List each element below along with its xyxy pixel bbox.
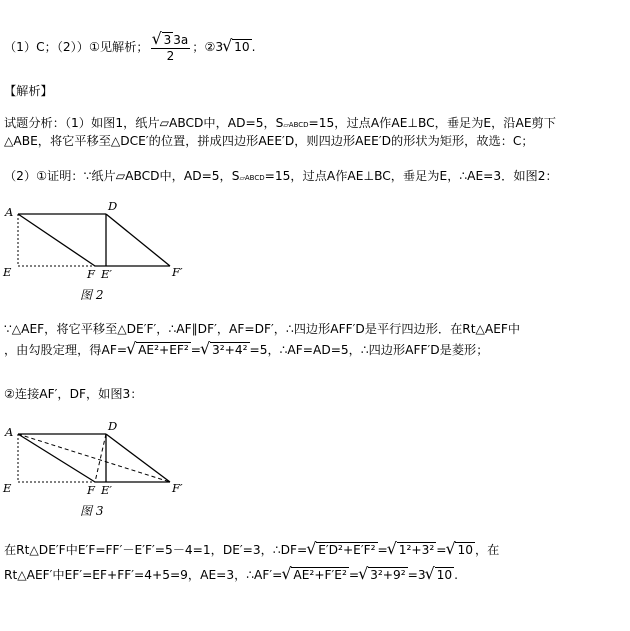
sqrt3-radical: √ 3 (154, 32, 174, 48)
fig3-label-f-prime: F′ (172, 481, 183, 495)
fig2-label-e-prime: E′ (101, 267, 113, 281)
answer-part1: （1）C；（2））①见解析； (4, 40, 149, 54)
calc-line-1: 在Rt△DE′F中E′F=FF′－E′F′=5－4=1，DE′=3，∴DF=√ E′D²+E′F² =√ 1²+3² =√ 10 ，在 (4, 542, 499, 558)
fig2-af (18, 214, 95, 266)
fig2-caption: 图 2 (80, 288, 104, 302)
calc-line-2: Rt△AEF′中EF′=EF+FF′=4+5=9，AE=3，∴AF′=√ AE²+F′E² =√ 3²+9² =3√ 10 . (4, 567, 458, 583)
fig3-af (18, 434, 95, 482)
fig3-af2-dashed (18, 434, 170, 482)
figure-3 (0, 416, 200, 522)
answer-line: （1）C；（2））①见解析； √ $\frac{3 3a}{2}$ ；②3√ 10 . (4, 32, 256, 63)
answer-separator: ；②3 (192, 40, 224, 54)
fig3-caption: 图 3 (80, 504, 104, 518)
fig2-label-e: E (3, 265, 12, 279)
fig2-label-f: F (87, 267, 95, 281)
proof-line-3: ②连接AF′，DF，如图3： (4, 387, 143, 401)
section-heading: 【解析】 (4, 84, 53, 98)
fig3-df-dashed (95, 434, 106, 482)
answer-radical: √ 10 (224, 39, 252, 55)
fig3-label-f: F (87, 483, 95, 497)
fig3-label-e-prime: E′ (101, 483, 113, 497)
calc-radical-2: √ 1²+3² (389, 542, 437, 558)
fig2-label-f-prime: F′ (172, 265, 183, 279)
fig3-label-a: A (5, 425, 14, 439)
fig3-label-e: E (3, 481, 12, 495)
proof-line-2: ，由勾股定理，得AF=√ AE²+EF² =√ 3²+4² =5，∴AF=AD=5，∴四边形AFF′D是菱形； (4, 342, 488, 358)
calc-radical-5: √ 3²+9² (360, 567, 408, 583)
fig3-df2 (106, 434, 170, 482)
calc-radical-3: √ 10 (447, 542, 475, 558)
calc-radical-6: √ 10 (427, 567, 455, 583)
calc-radical-1: √ E′D²+E′F² (308, 542, 377, 558)
fig2-label-a: A (5, 205, 14, 219)
answer-fraction: √ $\frac{3 3a}{2}$ (151, 32, 191, 63)
fig2-df2 (106, 214, 170, 266)
analysis-line-2: △ABE，将它平移至△DCE′的位置，拼成四边形AEE′D，则四边形AEE′D的形状为矩形，故选：C； (4, 134, 534, 148)
proof-line-1: ∵△AEF，将它平移至△DE′F′，∴AF∥DF′，AF=DF′，∴四边形AFF′D是平行四边形．在Rt△AEF中 (4, 322, 521, 336)
figure-2 (0, 196, 200, 308)
analysis-line-3: （2）①证明：∵纸片▱ABCD中，AD=5，S▱ABCD=15，过点A作AE⊥BC，垂足为E，∴AE=3．如图2： (4, 169, 558, 183)
proof-radical-1: √ AE²+EF² (128, 342, 191, 358)
fig2-label-d: D (108, 199, 118, 213)
analysis-line-1: 试题分析：（1）如图1，纸片▱ABCD中，AD=5，S▱ABCD=15，过点A作AE⊥BC，垂足为E，沿AE剪下 (4, 116, 556, 130)
fig3-label-d: D (108, 419, 118, 433)
calc-radical-4: √ AE²+F′E² (283, 567, 349, 583)
proof-radical-2: √ 3²+4² (202, 342, 250, 358)
